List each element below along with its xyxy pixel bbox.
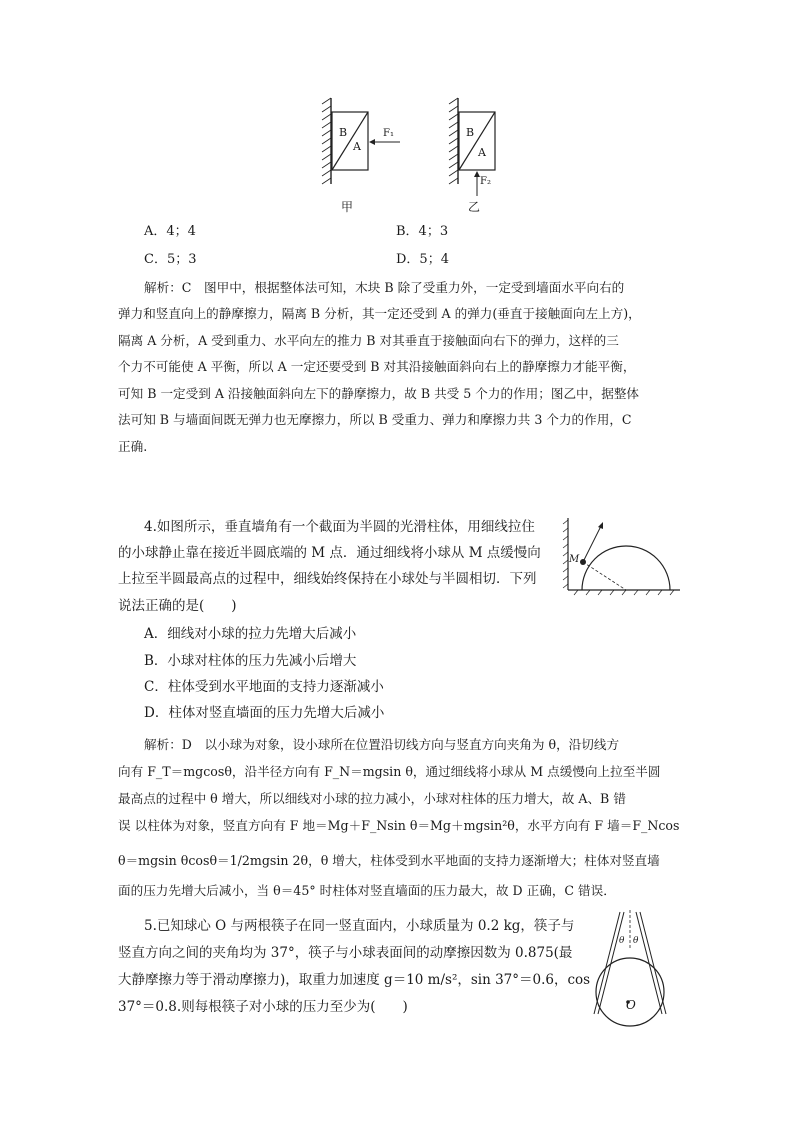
label-b-yi: B: [466, 126, 475, 139]
q4-analysis-line: 最高点的过程中 θ 增大，所以细线对小球的拉力减小，小球对柱体的压力增大，故 A、B 错: [118, 791, 626, 806]
caption-yi: 乙: [468, 200, 481, 214]
q4-analysis-line: 解析：D 以小球为对象，设小球所在位置沿切线方向与竖直方向夹角为 θ，沿切线方: [144, 737, 620, 752]
q4-analysis-line: 向有 F_T＝mgcosθ，沿半径方向有 F_N＝mgsin θ，通过细线将小球从 M 点缓慢向上拉至半圆: [118, 764, 661, 779]
q4-option-a[interactable]: A．细线对小球的拉力先增大后减小: [144, 626, 357, 642]
q4-stem-line: 4.如图所示，垂直墙角有一个截面为半圆的光滑柱体，用细线拉住: [144, 519, 535, 535]
q3-option-c[interactable]: C．5；3: [144, 252, 197, 267]
q4-analysis-line: 误 以柱体为对象，竖直方向有 F 地＝Mg＋F_Nsin θ＝Mg＋mgsin²θ，水平方向有 F 墙＝F_Ncos: [118, 818, 680, 833]
label-a-yi: A: [478, 146, 486, 159]
half-cylinder: [582, 546, 670, 590]
label-theta-left: θ: [619, 936, 625, 946]
string-line: [583, 524, 602, 562]
q3-analysis-line: 法可知 B 与墙面间既无弹力也无摩擦力，所以 B 受重力、弹力和摩擦力共 3 个力的作用，C: [118, 412, 632, 427]
q3-analysis-line: 可知 B 一定受到 A 沿接触面斜向左下的静摩擦力，故 B 共受 5 个力的作用；图乙中，据整体: [118, 386, 640, 401]
label-f2: F₂: [480, 176, 491, 187]
q3-analysis-line: 个力不可能使 A 平衡，所以 A 一定还要受到 B 对其沿接触面斜向右上的静摩擦力才能平衡，: [118, 359, 636, 374]
q4-option-b[interactable]: B．小球对柱体的压力先减小后增大: [144, 653, 357, 669]
q3-option-d[interactable]: D．5；4: [396, 252, 449, 267]
q4-stem-line: 上拉至半圆最高点的过程中，细线始终保持在小球处与半圆相切．下列: [118, 571, 537, 587]
label-a-jia: A: [353, 140, 361, 153]
q5-stem-line: 大静摩擦力等于滑动摩擦力)，取重力加速度 g＝10 m/s²，sin 37°＝0.6，cos: [118, 972, 591, 988]
chopstick-right: [636, 912, 666, 1014]
q3-option-a[interactable]: A．4；4: [144, 224, 196, 239]
q3-analysis-line: 隔离 A 分析，A 受到重力、水平向左的推力 B 对其垂直于接触面向右下的弹力，这样的三: [118, 333, 619, 348]
label-theta-right: θ: [633, 936, 639, 946]
q3-analysis-line: 解析：C 图甲中，根据整体法可知，木块 B 除了受重力外，一定受到墙面水平向右的: [144, 280, 625, 295]
q4-figure: [562, 514, 682, 596]
label-b-jia: B: [339, 126, 348, 139]
q4-stem-line: 说法正确的是( ): [118, 598, 237, 614]
label-f1: F₁: [383, 128, 394, 139]
q4-option-d[interactable]: D．柱体对竖直墙面的压力先增大后减小: [144, 705, 385, 721]
label-m: M: [569, 554, 580, 565]
q3-option-b[interactable]: B．4；3: [396, 224, 449, 239]
q5-stem-line: 竖直方向之间的夹角均为 37°，筷子与小球表面间的动摩擦因数为 0.875(最: [118, 945, 573, 961]
chopstick-left: [594, 912, 624, 1014]
q4-stem-line: 的小球静止靠在接近半圆底端的 M 点．通过细线将小球从 M 点缓慢向: [118, 545, 541, 561]
label-o: O: [626, 998, 636, 1012]
q5-stem-line: 37°＝0.8.则每根筷子对小球的压力至少为( ): [118, 999, 408, 1015]
q4-analysis-line: θ＝mgsin θcosθ＝1/2mgsin 2θ，θ 增大，柱体受到水平地面的支持力逐渐增大；柱体对竖直墙: [118, 853, 660, 868]
caption-jia: 甲: [341, 200, 354, 214]
q4-analysis-line: 面的压力先增大后减小，当 θ＝45° 时柱体对竖直墙面的压力最大，故 D 正确，C 错误．: [118, 883, 616, 898]
q5-figure: [590, 910, 676, 1034]
q3-analysis-line: 弹力和竖直向上的静摩擦力，隔离 B 分析，其一定还受到 A 的弹力(垂直于接触面向左上方)，: [118, 306, 641, 321]
q3-analysis-line: 正确.: [118, 439, 148, 454]
ball-circle: [596, 958, 664, 1026]
q5-stem-line: 5.已知球心 O 与两根筷子在同一竖直面内，小球质量为 0.2 kg，筷子与: [144, 918, 575, 934]
q4-option-c[interactable]: C．柱体受到水平地面的支持力逐渐减小: [144, 679, 384, 695]
